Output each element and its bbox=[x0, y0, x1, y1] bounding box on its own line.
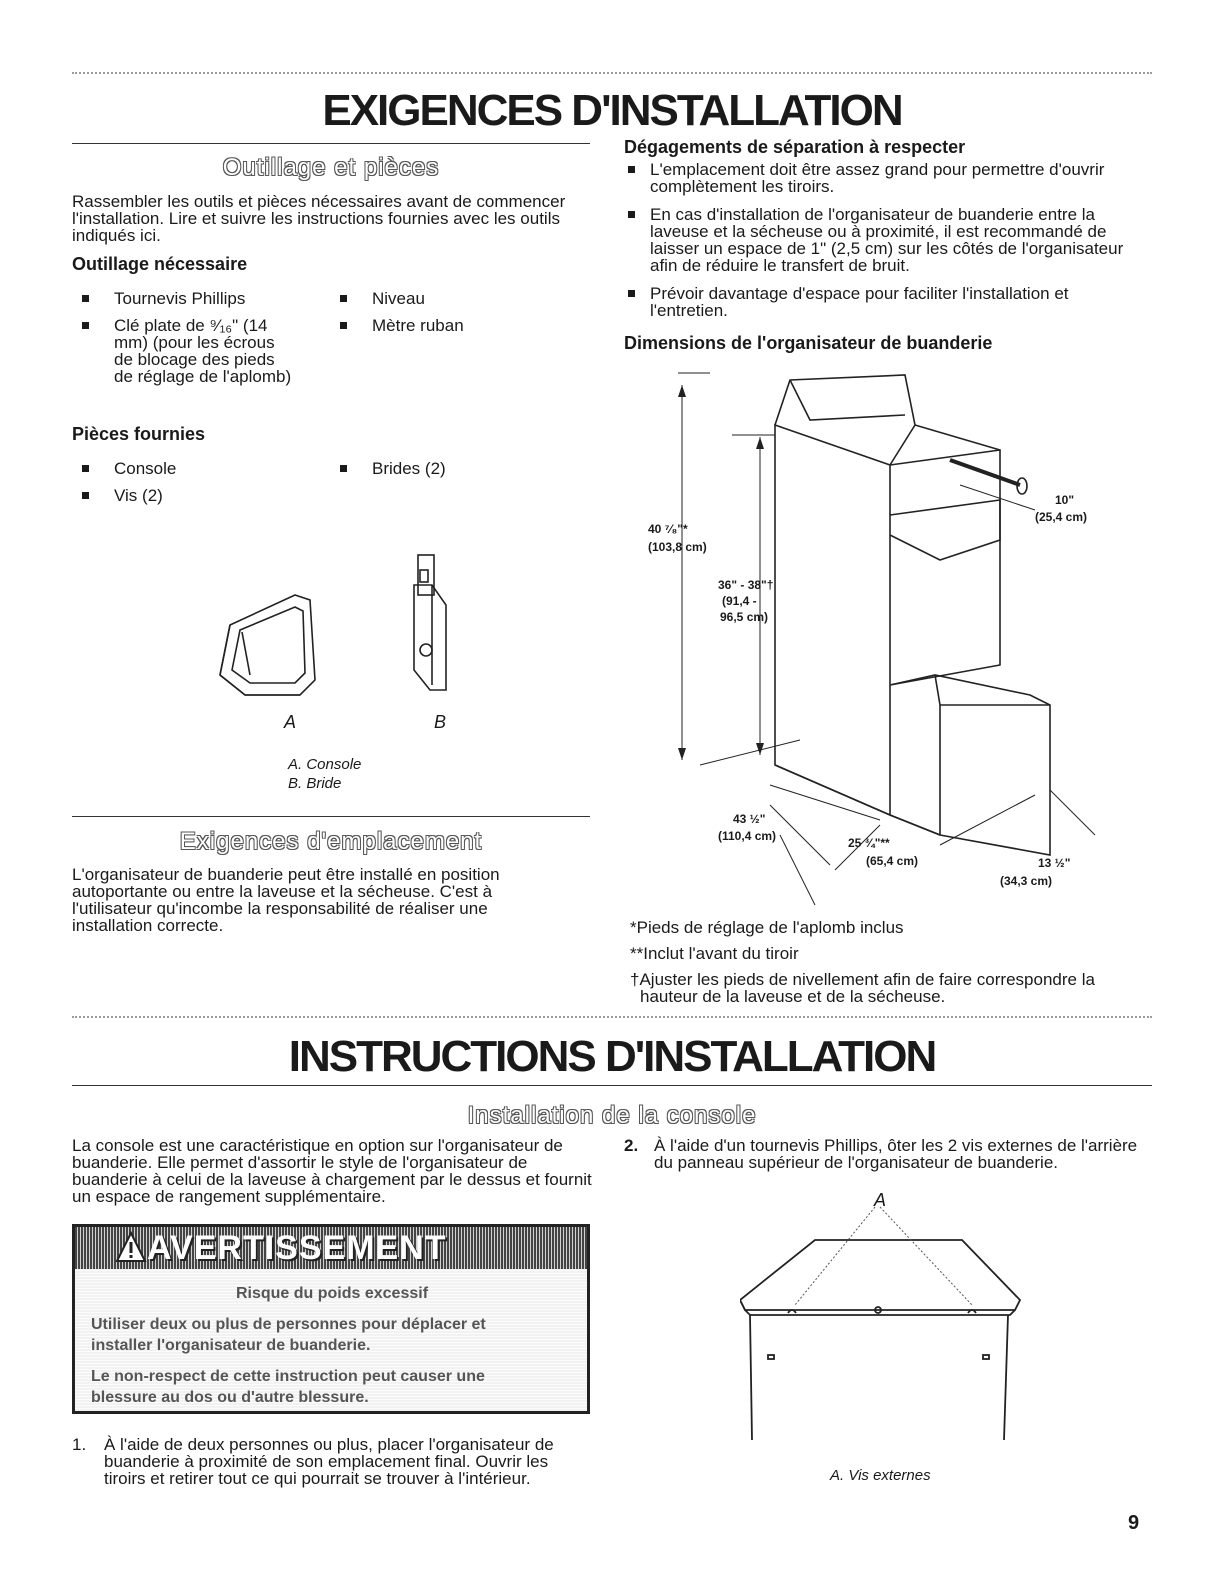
section-rule-tools bbox=[72, 143, 590, 144]
dim-total-height-cm: (103,8 cm) bbox=[648, 540, 707, 554]
list-item bbox=[626, 206, 1146, 274]
parts-list-left bbox=[80, 460, 330, 514]
list-item bbox=[80, 460, 330, 477]
warning-subtitle: Risque du poids excessif bbox=[235, 1285, 429, 1302]
console-drawing bbox=[220, 595, 315, 695]
list-item-text: Prévoir davantage d'espace pour faciliter l'installation et l'entretien. bbox=[650, 284, 1069, 320]
dim-height-range-cm1: (91,4 - bbox=[722, 594, 757, 608]
top-divider bbox=[72, 72, 1152, 74]
location-text: L'organisateur de buanderie peut être installé en position autoportante ou entre la laveuse et la sécheuse. C'est à l'utilisateur qu'incombe la responsabilité de réaliser une installation correcte. bbox=[72, 865, 500, 935]
warning-line-2: Le non-respect de cette instruction peut causer une blessure au dos ou d'autre blessure. bbox=[91, 1368, 485, 1406]
section-heading-tools: Outillage et pièces bbox=[222, 154, 440, 181]
list-item bbox=[80, 487, 330, 504]
required-tools-list-right bbox=[338, 290, 578, 344]
list-item bbox=[80, 290, 330, 307]
page-title-instructions: INSTRUCTIONS D'INSTALLATION bbox=[288, 1032, 936, 1081]
dim-height-range: 36" - 38"† bbox=[718, 578, 774, 592]
list-item-text: Console bbox=[114, 459, 177, 478]
dim-width-cm: (65,4 cm) bbox=[866, 854, 919, 868]
step-2-text: À l'aide d'un tournevis Phillips, ôter les 2 vis externes de l'arrière du panneau supérieur de l'organisateur de buanderie. bbox=[654, 1136, 1138, 1172]
dim-total-height: 40 ⁷⁄₈"* bbox=[648, 522, 688, 536]
list-item-text: Mètre ruban bbox=[372, 316, 464, 335]
section-rule-console bbox=[72, 1085, 1152, 1086]
fig-caption-console: A. Console bbox=[288, 756, 362, 773]
dim-depth: 10" bbox=[1055, 493, 1075, 507]
list-item-text: En cas d'installation de l'organisateur de buanderie entre la laveuse et la sécheuse ou à proximité, il est recommandé de laisser un espace de 1" (2,5 cm) sur les côtés de l'organisateur afin de réduire le transfert de bruit. bbox=[650, 205, 1124, 275]
dim-drawer-cm: (34,3 cm) bbox=[1000, 874, 1053, 888]
required-tools-heading: Outillage nécessaire bbox=[72, 254, 248, 274]
cabinet-front bbox=[775, 425, 890, 815]
list-item-text: Vis (2) bbox=[114, 486, 163, 505]
clearances-heading: Dégagements de séparation à respecter bbox=[624, 137, 966, 157]
step-1-text: À l'aide de deux personnes ou plus, placer l'organisateur de buanderie à proximité de son emplacement final. Ouvrir les tiroirs et retirer tout ce qui pourrait se trouver à l'intérieur. bbox=[104, 1435, 554, 1488]
clearances-list bbox=[626, 161, 1146, 330]
required-tools-list-left bbox=[80, 290, 330, 395]
dim-length-cm: (110,4 cm) bbox=[718, 829, 777, 843]
dimensions-heading: Dimensions de l'organisateur de buanderie bbox=[624, 333, 993, 353]
list-item-text: Clé plate de ⁹⁄₁₆" (14 mm) (pour les écrous de blocage des pieds de réglage de l'aplomb) bbox=[114, 316, 292, 386]
dim-length: 43 ½" bbox=[733, 812, 766, 826]
console-intro: La console est une caractéristique en option sur l'organisateur de buanderie. Elle permet d'assortir le style de l'organisateur de buanderie à celui de la laveuse à chargement par le dessus et fournit un espace de rangement supplémentaire. bbox=[72, 1136, 592, 1206]
tools-intro: Rassembler les outils et pièces nécessaires avant de commencer l'installation. Lire et suivre les instructions fournies avec les outils indiqués ici. bbox=[72, 192, 566, 245]
fig-label-b: B bbox=[434, 712, 447, 732]
list-item-text: L'emplacement doit être assez grand pour permettre d'ouvrir complètement les tiroirs. bbox=[650, 160, 1105, 196]
list-item bbox=[626, 285, 1146, 319]
page-number: 9 bbox=[1128, 1512, 1140, 1534]
dim-width: 25 ¾"** bbox=[848, 836, 890, 850]
list-item bbox=[626, 161, 1146, 195]
warning-header bbox=[75, 1227, 587, 1269]
top-panel-illustration bbox=[740, 1205, 1030, 1455]
step-2-number: 2. bbox=[624, 1136, 639, 1155]
warning-line-1: Utiliser deux ou plus de personnes pour déplacer et installer l'organisateur de buanderie. bbox=[91, 1316, 486, 1354]
list-item bbox=[338, 460, 578, 477]
section-heading-location: Exigences d'emplacement bbox=[179, 828, 483, 855]
dim-depth-cm: (25,4 cm) bbox=[1035, 510, 1088, 524]
list-item bbox=[338, 317, 578, 334]
list-item bbox=[338, 290, 578, 307]
section-rule-location bbox=[72, 816, 590, 817]
top-panel bbox=[740, 1240, 1020, 1310]
fig-label-a: A bbox=[284, 712, 297, 732]
middle-divider bbox=[72, 1016, 1152, 1018]
organizer-dimensions-diagram bbox=[640, 365, 1100, 915]
dimensions-note-1: *Pieds de réglage de l'aplomb inclus bbox=[630, 918, 904, 937]
warning-title: AVERTISSEMENT bbox=[147, 1229, 447, 1267]
cabinet-side bbox=[890, 450, 1000, 685]
list-item-text: Niveau bbox=[372, 289, 425, 308]
page-title-requirements: EXIGENCES D'INSTALLATION bbox=[322, 86, 902, 135]
fig2-label-a: A bbox=[874, 1190, 887, 1210]
warning-triangle-icon bbox=[115, 1231, 147, 1263]
towel-rod bbox=[950, 460, 1020, 485]
dimensions-note-3: †Ajuster les pieds de nivellement afin de faire correspondre la hauteur de la laveuse et de la sécheuse. bbox=[630, 970, 1095, 1006]
parts-heading: Pièces fournies bbox=[72, 424, 206, 444]
step-2 bbox=[624, 1137, 1154, 1171]
warning-body bbox=[75, 1269, 587, 1411]
warning-box bbox=[72, 1224, 590, 1414]
dim-drawer: 13 ½" bbox=[1038, 856, 1071, 870]
dim-height-range-cm2: 96,5 cm) bbox=[720, 610, 769, 624]
drawer-open bbox=[890, 675, 1050, 855]
list-item-text: Brides (2) bbox=[372, 459, 446, 478]
list-item bbox=[80, 317, 295, 385]
dimensions-note-2: **Inclut l'avant du tiroir bbox=[630, 944, 799, 963]
parts-list-right bbox=[338, 460, 578, 487]
step-1 bbox=[72, 1436, 592, 1487]
step-1-number: 1. bbox=[72, 1435, 87, 1454]
parts-illustration bbox=[200, 545, 460, 725]
bracket-drawing bbox=[414, 555, 446, 690]
fig2-caption: A. Vis externes bbox=[830, 1467, 931, 1484]
section-heading-console: Installation de la console bbox=[467, 1102, 757, 1129]
fig-caption-bracket: B. Bride bbox=[288, 775, 342, 792]
list-item-text: Tournevis Phillips bbox=[114, 289, 246, 308]
